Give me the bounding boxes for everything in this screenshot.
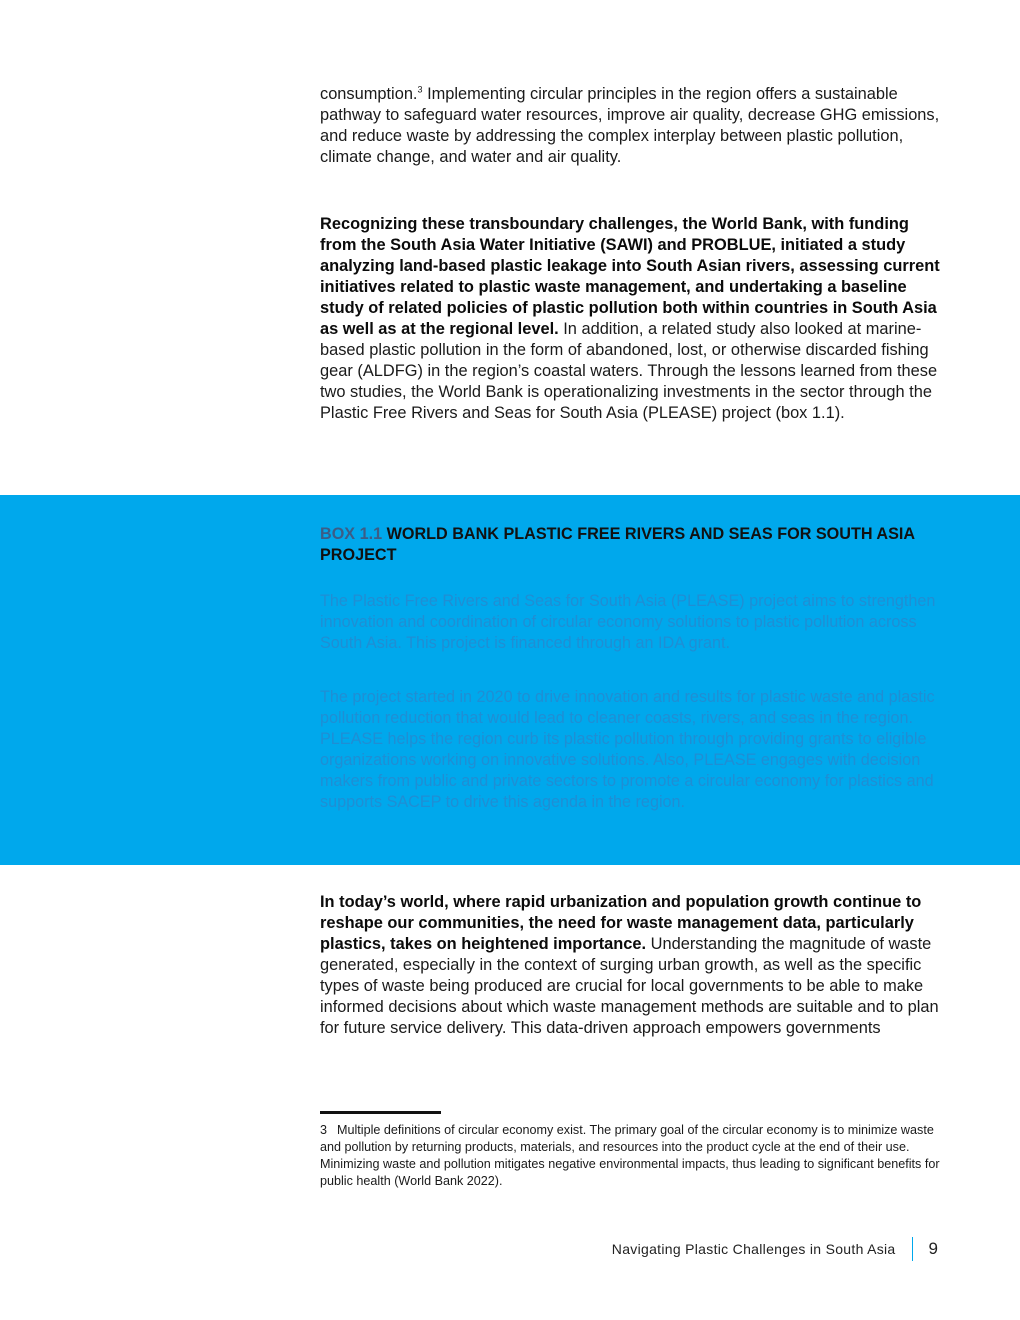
footer-separator — [912, 1237, 913, 1261]
p3-text: Understanding the magnitude of waste generated, especially in the context of surging urban growth, as well as the specific types of waste being produced are crucial for local governments to be able to make informed decisions about which waste management methods are suitable and to plan for future service delivery. This data-driven approach empowers governments — [320, 935, 939, 1037]
p3-bold-lead: In today’s world, where rapid urbanization and population growth continue to reshape our communities, the need for waste management data, particularly plastics, takes on heightened importance. — [320, 893, 922, 953]
footnote-divider — [320, 1111, 441, 1114]
box-paragraph-2: The project started in 2020 to drive innovation and results for plastic waste and plastic pollution reduction that would lead to cleaner coasts, rivers, and seas in the region. PLEASE helps the region curb its plastic pollution through providing grants to eligible organizations working on innovative solutions. Also, PLEASE engages with decision makers from public and private sectors to promote a circular economy for plastics and supports SACEP to drive this agenda in the region. — [320, 688, 935, 811]
box-title — [320, 524, 940, 566]
footer-title: Navigating Plastic Challenges in South Asia — [611, 1241, 896, 1257]
box-label: BOX 1.1 — [320, 525, 383, 543]
box-paragraph-1: The Plastic Free Rivers and Seas for South Asia (PLEASE) project aims to strengthen innovation and coordination of circular economy solutions to plastic pollution across South Asia. This project is financed through an IDA grant. — [320, 592, 936, 652]
page-footer — [612, 1236, 938, 1262]
p2-bold-lead: Recognizing these transboundary challenges, the World Bank, with funding from the South Asia Water Initiative (SAWI) and PROBLUE, initiated a study analyzing land-based plastic leakage into South Asian rivers, assessing current initiatives related to plastic waste management, and undertaking a baseline study of related policies of plastic pollution both within countries in South Asia as well as at the regional level. — [320, 215, 940, 338]
body-paragraph-3 — [320, 892, 940, 1039]
box-title-text: WORLD BANK PLASTIC FREE RIVERS AND SEAS FOR SOUTH ASIA PROJECT — [320, 525, 915, 564]
footnote — [320, 1122, 940, 1190]
page-number: 9 — [928, 1239, 938, 1258]
body-paragraph-2 — [320, 214, 940, 424]
p1-text-a: consumption. — [320, 85, 418, 103]
footnote-text: Multiple definitions of circular economy exist. The primary goal of the circular economy is to minimize waste and pollution by returning products, materials, and resources into the product cycle at the end of their use. Minimizing waste and pollution mitigates negative environmental impacts, thus leading to significant benefits for public health (World Bank 2022). — [320, 1123, 940, 1188]
body-paragraph-1 — [320, 84, 940, 168]
footnote-ref-3[interactable]: 3 — [417, 84, 423, 95]
footnote-number: 3 — [320, 1123, 328, 1137]
p1-text-b: Implementing circular principles in the region offers a sustainable pathway to safeguard water resources, improve air quality, decrease GHG emissions, and reduce waste by addressing the complex interplay between plastic pollution, climate change, and water and air quality. — [320, 85, 940, 166]
p2-text: In addition, a related study also looked at marine-based plastic pollution in the form of abandoned, lost, or otherwise discarded fishing gear (ALDFG) in the region’s coastal waters. Through the lessons learned from these two studies, the World Bank is operationalizing investments in the sector through the Plastic Free Rivers and Seas for South Asia (PLEASE) project (box 1.1). — [320, 320, 938, 422]
